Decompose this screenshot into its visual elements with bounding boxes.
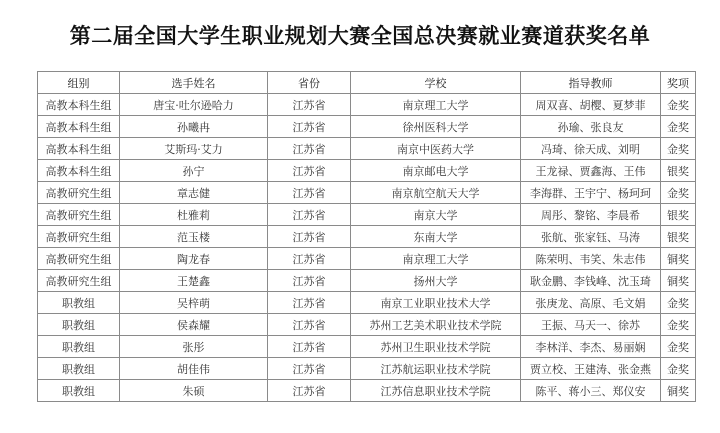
province-cell: 江苏省	[268, 94, 351, 116]
group-cell: 高教本科生组	[38, 160, 120, 182]
province-cell: 江苏省	[268, 204, 351, 226]
table-row	[38, 204, 696, 226]
award-cell: 银奖	[661, 226, 696, 248]
advisors-cell: 冯琦、徐天成、刘明	[521, 138, 661, 160]
award-cell: 金奖	[661, 358, 696, 380]
award-cell: 金奖	[661, 336, 696, 358]
table-row	[38, 292, 696, 314]
contestant-cell: 朱硕	[120, 380, 268, 402]
advisors-cell: 贾立校、王建涛、张金燕	[521, 358, 661, 380]
contestant-cell: 王楚鑫	[120, 270, 268, 292]
header-contestant: 选手姓名	[120, 72, 268, 94]
school-cell: 南京邮电大学	[351, 160, 521, 182]
group-cell: 高教研究生组	[38, 248, 120, 270]
province-cell: 江苏省	[268, 380, 351, 402]
advisors-cell: 周双喜、胡樱、夏梦菲	[521, 94, 661, 116]
header-group: 组别	[38, 72, 120, 94]
award-cell: 金奖	[661, 116, 696, 138]
award-cell: 银奖	[661, 204, 696, 226]
province-cell: 江苏省	[268, 336, 351, 358]
contestant-cell: 胡佳伟	[120, 358, 268, 380]
award-cell: 金奖	[661, 138, 696, 160]
table-row	[38, 270, 696, 292]
school-cell: 扬州大学	[351, 270, 521, 292]
province-cell: 江苏省	[268, 182, 351, 204]
award-cell: 金奖	[661, 94, 696, 116]
advisors-cell: 王振、马天一、徐苏	[521, 314, 661, 336]
header-province: 省份	[268, 72, 351, 94]
school-cell: 南京大学	[351, 204, 521, 226]
school-cell: 南京理工大学	[351, 94, 521, 116]
table-row	[38, 358, 696, 380]
table-row	[38, 94, 696, 116]
table-header-row	[38, 72, 696, 94]
header-school: 学校	[351, 72, 521, 94]
table-row	[38, 248, 696, 270]
group-cell: 高教研究生组	[38, 204, 120, 226]
contestant-cell: 孙曦冉	[120, 116, 268, 138]
contestant-cell: 侯森耀	[120, 314, 268, 336]
group-cell: 高教本科生组	[38, 94, 120, 116]
contestant-cell: 章志健	[120, 182, 268, 204]
table-row	[38, 160, 696, 182]
province-cell: 江苏省	[268, 270, 351, 292]
contestant-cell: 吴梓萌	[120, 292, 268, 314]
contestant-cell: 张彤	[120, 336, 268, 358]
contestant-cell: 范玉楼	[120, 226, 268, 248]
table-row	[38, 138, 696, 160]
school-cell: 苏州工艺美术职业技术学院	[351, 314, 521, 336]
award-cell: 金奖	[661, 314, 696, 336]
school-cell: 苏州卫生职业技术学院	[351, 336, 521, 358]
province-cell: 江苏省	[268, 358, 351, 380]
province-cell: 江苏省	[268, 314, 351, 336]
advisors-cell: 李林洋、李杰、易丽娴	[521, 336, 661, 358]
group-cell: 高教研究生组	[38, 226, 120, 248]
award-cell: 银奖	[661, 160, 696, 182]
table-body	[38, 94, 696, 402]
group-cell: 高教研究生组	[38, 270, 120, 292]
province-cell: 江苏省	[268, 116, 351, 138]
advisors-cell: 陈荣明、韦笑、朱志伟	[521, 248, 661, 270]
advisors-cell: 王龙禄、贾鑫海、王伟	[521, 160, 661, 182]
group-cell: 高教本科生组	[38, 138, 120, 160]
table-row	[38, 226, 696, 248]
school-cell: 南京中医药大学	[351, 138, 521, 160]
school-cell: 南京工业职业技术大学	[351, 292, 521, 314]
table-row	[38, 314, 696, 336]
table-row	[38, 182, 696, 204]
group-cell: 职教组	[38, 292, 120, 314]
award-table	[37, 71, 696, 402]
group-cell: 职教组	[38, 336, 120, 358]
group-cell: 职教组	[38, 314, 120, 336]
contestant-cell: 杜雅莉	[120, 204, 268, 226]
school-cell: 江苏信息职业技术学院	[351, 380, 521, 402]
group-cell: 高教研究生组	[38, 182, 120, 204]
advisors-cell: 陈平、蒋小三、郑仪安	[521, 380, 661, 402]
contestant-cell: 陶龙春	[120, 248, 268, 270]
advisors-cell: 孙瑜、张良友	[521, 116, 661, 138]
group-cell: 职教组	[38, 380, 120, 402]
contestant-cell: 唐宝·吐尔逊哈力	[120, 94, 268, 116]
province-cell: 江苏省	[268, 160, 351, 182]
award-cell: 铜奖	[661, 380, 696, 402]
province-cell: 江苏省	[268, 248, 351, 270]
advisors-cell: 耿金鹏、李钱峰、沈玉琦	[521, 270, 661, 292]
award-cell: 铜奖	[661, 270, 696, 292]
school-cell: 江苏航运职业技术学院	[351, 358, 521, 380]
group-cell: 高教本科生组	[38, 116, 120, 138]
page-title: 第二届全国大学生职业规划大赛全国总决赛就业赛道获奖名单	[69, 24, 651, 48]
award-cell: 金奖	[661, 292, 696, 314]
advisors-cell: 李海群、王宇宁、杨珂珂	[521, 182, 661, 204]
province-cell: 江苏省	[268, 138, 351, 160]
advisors-cell: 周彤、黎铭、李晨希	[521, 204, 661, 226]
school-cell: 东南大学	[351, 226, 521, 248]
group-cell: 职教组	[38, 358, 120, 380]
contestant-cell: 艾斯玛·艾力	[120, 138, 268, 160]
table-row	[38, 336, 696, 358]
province-cell: 江苏省	[268, 292, 351, 314]
award-cell: 金奖	[661, 182, 696, 204]
school-cell: 徐州医科大学	[351, 116, 521, 138]
school-cell: 南京理工大学	[351, 248, 521, 270]
award-cell: 铜奖	[661, 248, 696, 270]
contestant-cell: 孙宁	[120, 160, 268, 182]
table-row	[38, 116, 696, 138]
header-advisors: 指导教师	[521, 72, 661, 94]
advisors-cell: 张庚龙、高原、毛文娟	[521, 292, 661, 314]
header-award: 奖项	[661, 72, 696, 94]
table-row	[38, 380, 696, 402]
advisors-cell: 张航、张家钰、马涛	[521, 226, 661, 248]
province-cell: 江苏省	[268, 226, 351, 248]
school-cell: 南京航空航天大学	[351, 182, 521, 204]
